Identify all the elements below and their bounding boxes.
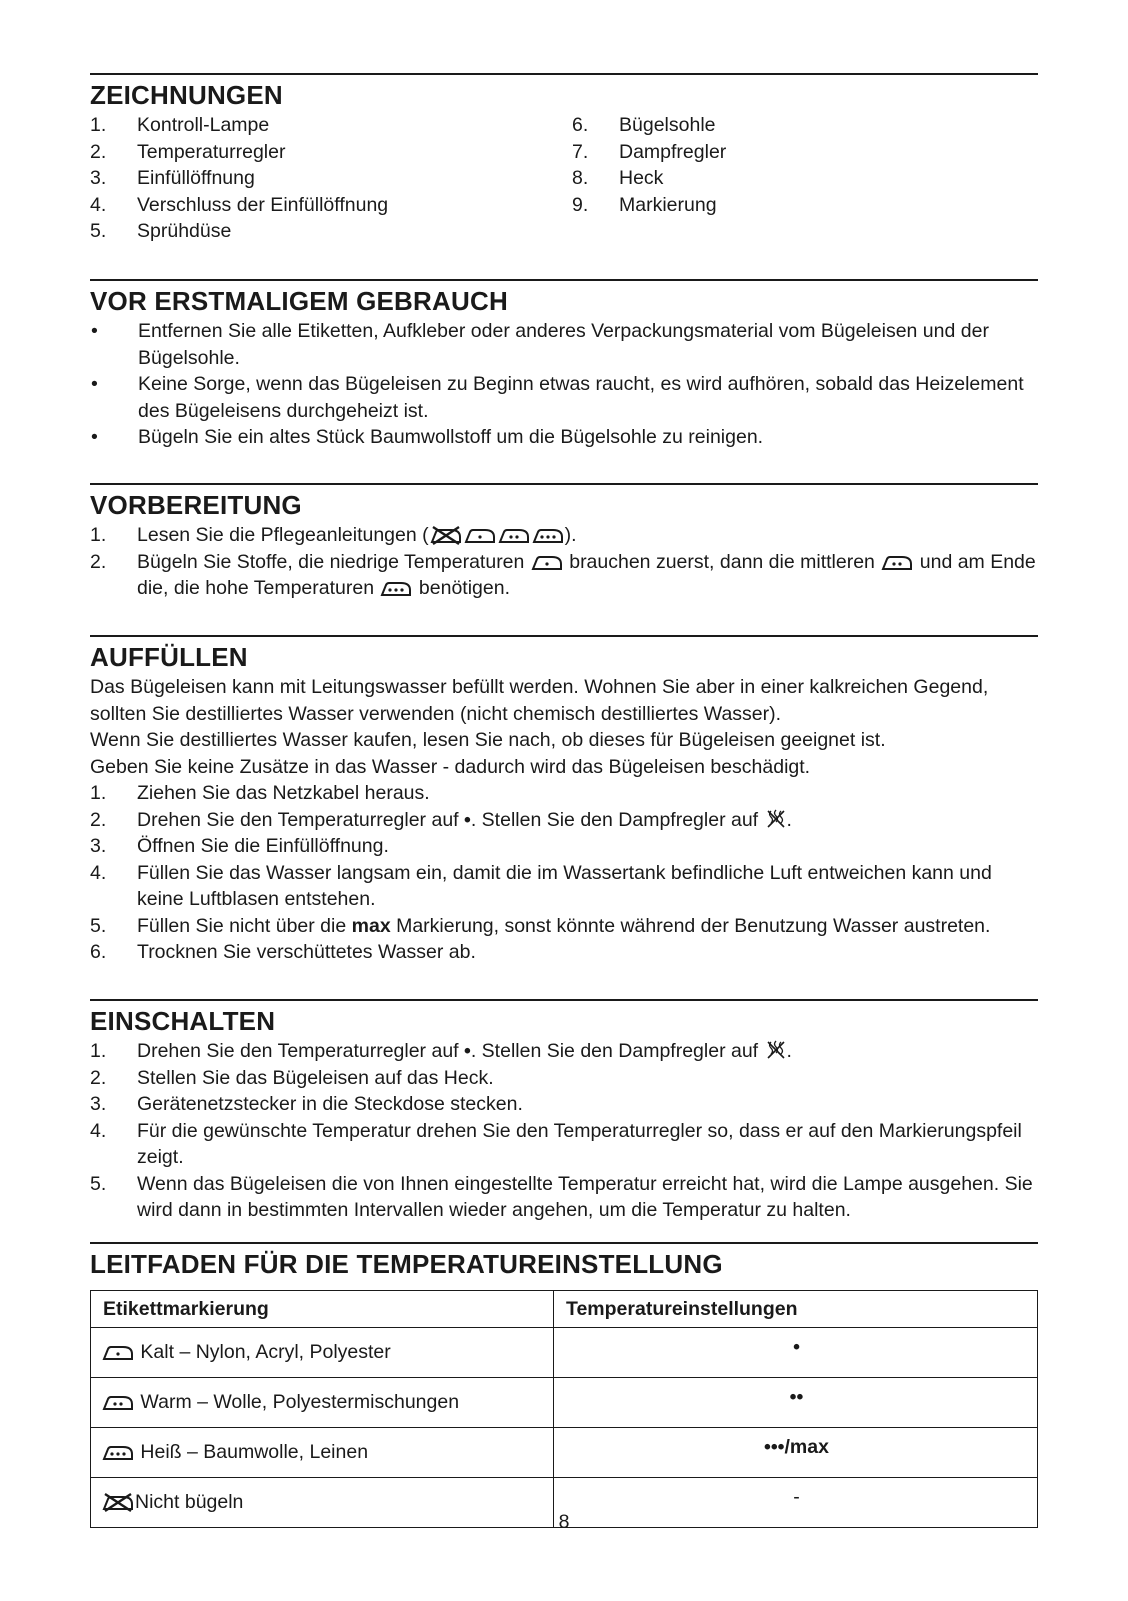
list-item: 2. Drehen Sie den Temperaturregler auf •. Stellen Sie den Dampfregler auf . bbox=[90, 808, 792, 831]
iron-2-dot-icon bbox=[101, 1392, 135, 1412]
section-title: EINSCHALTEN bbox=[90, 1006, 276, 1036]
column-header: Temperatureinstellungen bbox=[554, 1291, 1038, 1328]
list-item: 1. Lesen Sie die Pflegeanleitungen ( ). bbox=[90, 524, 577, 546]
list-item: • Entfernen Sie alle Etiketten, Aufkleber oder anderes Verpackungsmaterial vom Bügeleisen und der Bügelsohle. bbox=[91, 320, 989, 369]
temperature-dot: • bbox=[464, 1040, 471, 1062]
numbered-list bbox=[90, 780, 1038, 966]
section-title: VORBEREITUNG bbox=[90, 490, 302, 520]
table-row bbox=[91, 1428, 1038, 1478]
iron-2-dot-icon bbox=[880, 552, 914, 572]
table-header-row bbox=[91, 1291, 1038, 1328]
list-item: 5. Füllen Sie nicht über die max Markierung, sonst könnte während der Benutzung Wasser austreten. bbox=[90, 914, 991, 937]
list-item: 3. Gerätenetzstecker in die Steckdose stecken. bbox=[90, 1093, 523, 1115]
label-cell: Warm – Wolle, Polyestermischungen bbox=[91, 1378, 554, 1428]
list-item: 1. Kontroll-Lampe bbox=[90, 114, 270, 136]
paragraph: Wenn Sie destilliertes Wasser kaufen, lesen Sie nach, ob dieses für Bügeleisen geeignet ist. bbox=[90, 729, 886, 751]
iron-3-dot-icon bbox=[379, 578, 413, 598]
list-item: 3. Einfüllöffnung bbox=[90, 167, 255, 189]
label-cell: Heiß – Baumwolle, Leinen bbox=[91, 1428, 554, 1478]
iron-1-dot-icon bbox=[530, 552, 564, 572]
temperature-dot: • bbox=[464, 808, 471, 831]
table-row bbox=[91, 1378, 1038, 1428]
paragraph: Das Bügeleisen kann mit Leitungswasser befüllt werden. Wohnen Sie aber in einer kalkreichen Gegend, sollten Sie destilliertes Wasser verwenden (nicht chemisch destilliertes Wasser). bbox=[90, 676, 989, 725]
iron-3-dot-icon bbox=[531, 525, 565, 545]
list-item: • Keine Sorge, wenn das Bügeleisen zu Beginn etwas raucht, es wird aufhören, sobald das Heizelement des Bügeleisens durchgeheizt ist. bbox=[91, 373, 1024, 422]
list-item: 8. Heck bbox=[572, 167, 664, 189]
iron-2-dot-icon bbox=[497, 525, 531, 545]
no-steam-icon bbox=[765, 1039, 787, 1061]
parts-list-right bbox=[572, 112, 1038, 245]
list-item: 6. Trocknen Sie verschüttetes Wasser ab. bbox=[90, 941, 476, 963]
list-item: • Bügeln Sie ein altes Stück Baumwollstoff um die Bügelsohle zu reinigen. bbox=[91, 426, 764, 448]
parts-list-left bbox=[90, 112, 572, 245]
list-item: 7. Dampfregler bbox=[572, 140, 727, 163]
iron-1-dot-icon bbox=[463, 525, 497, 545]
section-leitfaden bbox=[90, 1242, 1038, 1528]
parts-list bbox=[90, 112, 1038, 245]
list-item: 2. Bügeln Sie Stoffe, die niedrige Temperaturen brauchen zuerst, dann die mittleren und am Ende die, die hohe Temperaturen benötigen. bbox=[90, 550, 1036, 599]
section-title: VOR ERSTMALIGEM GEBRAUCH bbox=[90, 286, 508, 316]
section-title: ZEICHNUNGEN bbox=[90, 80, 283, 110]
list-item: 4. Füllen Sie das Wasser langsam ein, damit die im Wassertank befindliche Luft entweichen kann und keine Luftblasen entstehen. bbox=[90, 861, 992, 910]
paragraph: Geben Sie keine Zusätze in das Wasser - dadurch wird das Bügeleisen beschädigt. bbox=[90, 755, 811, 778]
list-item: 6. Bügelsohle bbox=[572, 114, 716, 136]
numbered-list bbox=[90, 522, 1038, 602]
max-marking: max bbox=[351, 914, 391, 937]
list-item: 1. Drehen Sie den Temperaturregler auf •. Stellen Sie den Dampfregler auf . bbox=[90, 1040, 792, 1062]
list-item: 9. Markierung bbox=[572, 193, 717, 216]
list-item: 4. Für die gewünschte Temperatur drehen Sie den Temperaturregler so, dass er auf den Markierungspfeil zeigt. bbox=[90, 1119, 1022, 1168]
section-auffuellen bbox=[90, 635, 1038, 999]
list-item: 4. Verschluss der Einfüllöffnung bbox=[90, 193, 389, 216]
list-item: 3. Öffnen Sie die Einfüllöffnung. bbox=[90, 835, 389, 857]
setting-cell: - bbox=[554, 1478, 1038, 1528]
temperature-guide-table bbox=[90, 1290, 1038, 1528]
table-row bbox=[91, 1328, 1038, 1378]
setting-cell: • bbox=[554, 1328, 1038, 1378]
section-zeichnungen bbox=[90, 73, 1038, 279]
label-cell: Nicht bügeln bbox=[91, 1478, 554, 1528]
section-title: AUFFÜLLEN bbox=[90, 642, 248, 672]
numbered-list bbox=[90, 1038, 1038, 1224]
setting-cell: •••/max bbox=[554, 1428, 1038, 1478]
list-item: 5. Sprühdüse bbox=[90, 220, 232, 242]
no-steam-icon bbox=[765, 808, 787, 830]
label-cell: Kalt – Nylon, Acryl, Polyester bbox=[91, 1328, 554, 1378]
iron-3-dot-icon bbox=[101, 1442, 135, 1462]
section-erstgebrauch bbox=[90, 279, 1038, 483]
list-item: 1. Ziehen Sie das Netzkabel heraus. bbox=[90, 782, 430, 804]
section-vorbereitung bbox=[90, 483, 1038, 635]
list-item: 5. Wenn das Bügeleisen die von Ihnen eingestellte Temperatur erreicht hat, wird die Lampe ausgehen. Sie wird dann in bestimmten Intervallen wieder angehen, um die Temperatur zu halten. bbox=[90, 1172, 1033, 1221]
section-title: LEITFADEN FÜR DIE TEMPERATUREINSTELLUNG bbox=[90, 1249, 723, 1279]
list-item: 2. Temperaturregler bbox=[90, 140, 286, 163]
manual-page bbox=[90, 73, 1038, 1528]
do-not-iron-icon bbox=[429, 525, 463, 545]
bullet-list bbox=[90, 318, 1038, 451]
setting-cell: •• bbox=[554, 1378, 1038, 1428]
page-number: 8 bbox=[558, 1511, 570, 1533]
iron-1-dot-icon bbox=[101, 1342, 135, 1362]
column-header: Etikettmarkierung bbox=[91, 1291, 554, 1328]
section-einschalten bbox=[90, 999, 1038, 1242]
list-item: 2. Stellen Sie das Bügeleisen auf das Heck. bbox=[90, 1066, 494, 1089]
